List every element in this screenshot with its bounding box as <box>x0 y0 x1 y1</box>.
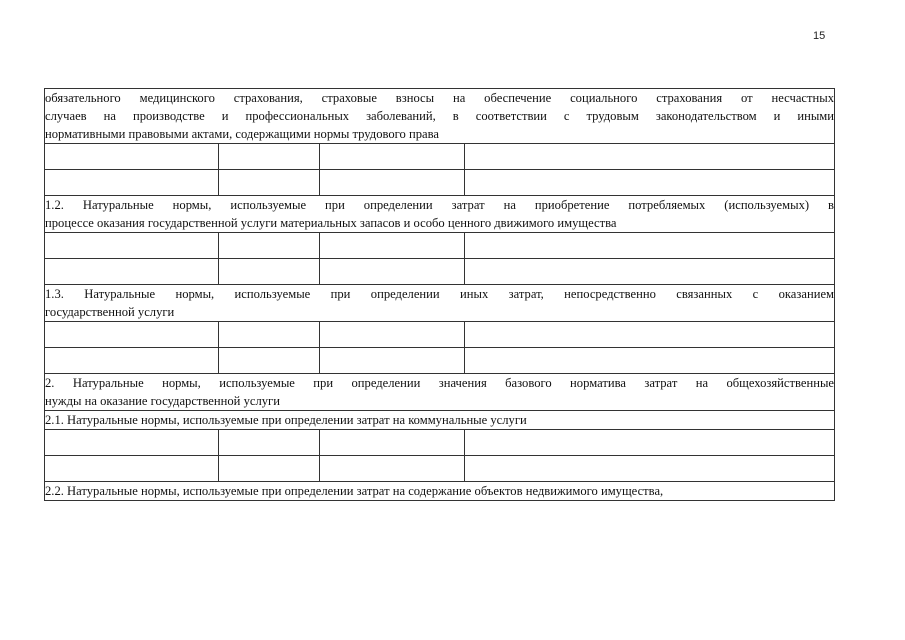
empty-table-cell <box>45 456 219 482</box>
section-header-row <box>45 411 835 430</box>
empty-table-row <box>45 170 835 196</box>
empty-table-cell <box>45 348 219 374</box>
empty-table-row <box>45 348 835 374</box>
empty-table-cell <box>45 233 219 259</box>
empty-table-cell <box>320 170 465 196</box>
section-header-row <box>45 482 835 501</box>
empty-table-cell <box>45 170 219 196</box>
empty-table-cell <box>219 259 320 285</box>
section-heading-line: обязательного медицинского страхования, страховые взносы на обеспечение социального страхования от несчастных <box>45 91 835 105</box>
section-heading <box>45 196 835 233</box>
section-heading-line: процессе оказания государственной услуги материальных запасов и особо ценного движимого имущества <box>45 216 617 230</box>
empty-table-cell <box>465 259 835 285</box>
section-heading-line: нормативными правовыми актами, содержащими нормы трудового права <box>45 127 439 141</box>
section-heading-line: государственной услуги <box>45 305 175 319</box>
empty-table-cell <box>45 322 219 348</box>
empty-table-cell <box>320 259 465 285</box>
section-heading-line: 2. Натуральные нормы, используемые при определении значения базового норматива затрат на общехозяйственные <box>45 376 835 390</box>
empty-table-row <box>45 233 835 259</box>
empty-table-cell <box>465 170 835 196</box>
section-heading-line: нужды на оказание государственной услуги <box>45 394 280 408</box>
section-heading <box>45 411 835 430</box>
empty-table-cell <box>320 233 465 259</box>
section-header-row <box>45 89 835 144</box>
empty-table-cell <box>45 144 219 170</box>
empty-table-cell <box>465 348 835 374</box>
section-heading-line: 1.2. Натуральные нормы, используемые при определении затрат на приобретение потребляемых (используемых) в <box>45 198 835 212</box>
empty-table-cell <box>219 170 320 196</box>
page-number: 15 <box>813 30 826 42</box>
section-heading-line: 2.2. Натуральные нормы, используемые при определении затрат на содержание объектов недвижимого имущества, <box>45 484 664 498</box>
section-heading-line: случаев на производстве и профессиональных заболеваний, в соответствии с трудовым законодательством и иными <box>45 109 835 123</box>
empty-table-cell <box>320 456 465 482</box>
section-heading-line: 1.3. Натуральные нормы, используемые при определении иных затрат, непосредственно связанных с оказанием <box>45 287 835 301</box>
section-heading <box>45 374 835 411</box>
empty-table-row <box>45 144 835 170</box>
empty-table-cell <box>219 233 320 259</box>
empty-table-cell <box>219 144 320 170</box>
empty-table-cell <box>219 322 320 348</box>
empty-table-cell <box>465 430 835 456</box>
section-heading <box>45 482 835 501</box>
section-header-row <box>45 374 835 411</box>
empty-table-cell <box>465 456 835 482</box>
empty-table-row <box>45 322 835 348</box>
empty-table-cell <box>219 348 320 374</box>
empty-table-row <box>45 259 835 285</box>
empty-table-cell <box>320 322 465 348</box>
section-heading-line: 2.1. Натуральные нормы, используемые при определении затрат на коммунальные услуги <box>45 413 527 427</box>
section-header-row <box>45 285 835 322</box>
empty-table-cell <box>465 322 835 348</box>
empty-table-cell <box>320 430 465 456</box>
empty-table-cell <box>465 144 835 170</box>
empty-table-cell <box>320 348 465 374</box>
norms-table <box>44 88 835 501</box>
empty-table-cell <box>219 456 320 482</box>
empty-table-cell <box>219 430 320 456</box>
empty-table-row <box>45 430 835 456</box>
empty-table-cell <box>45 430 219 456</box>
empty-table-row <box>45 456 835 482</box>
section-heading <box>45 89 835 144</box>
section-header-row <box>45 196 835 233</box>
section-heading <box>45 285 835 322</box>
empty-table-cell <box>320 144 465 170</box>
empty-table-cell <box>45 259 219 285</box>
empty-table-cell <box>465 233 835 259</box>
